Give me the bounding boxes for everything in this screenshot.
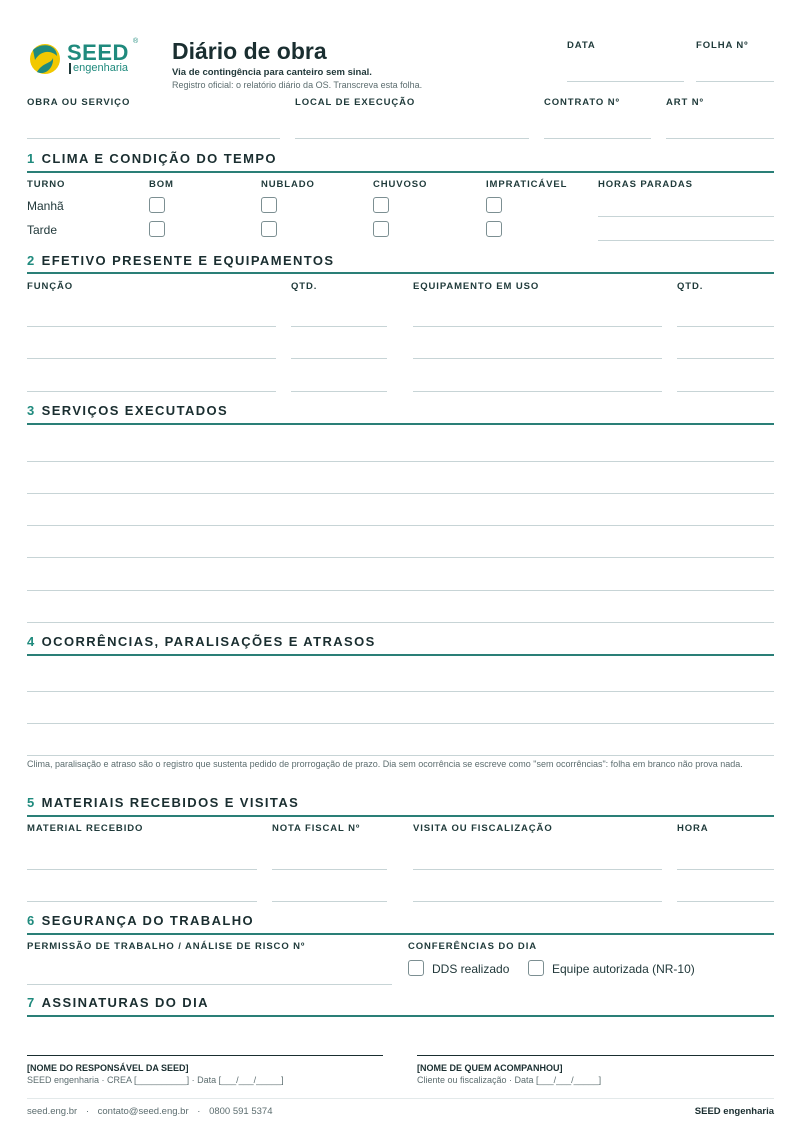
col-bom: BOM: [149, 179, 174, 190]
section-number: 1: [27, 151, 36, 166]
efetivo-row-line[interactable]: [677, 326, 774, 327]
signature-sub-left: SEED engenharia · CREA [__________] · Data [___/___/_____]: [27, 1075, 284, 1085]
turno-tarde: Tarde: [27, 223, 58, 237]
signature-name-left: [NOME DO RESPONSÁVEL DA SEED]: [27, 1063, 189, 1073]
efetivo-row-line[interactable]: [27, 358, 276, 359]
efetivo-row-line[interactable]: [413, 358, 662, 359]
section-label: EFETIVO PRESENTE E EQUIPAMENTOS: [41, 253, 335, 268]
efetivo-row-line[interactable]: [413, 391, 662, 392]
signature-name-right: [NOME DE QUEM ACOMPANHOU]: [417, 1063, 563, 1073]
turno-manha: Manhã: [27, 199, 64, 213]
materiais-row-line[interactable]: [677, 901, 774, 902]
servicos-line[interactable]: [27, 493, 774, 494]
contrato-label: CONTRATO Nº: [544, 97, 620, 108]
checkbox-manha-bom[interactable]: [149, 197, 165, 213]
section-number: 6: [27, 913, 36, 928]
footer-email[interactable]: contato@seed.eng.br: [97, 1106, 189, 1117]
art-label: ART Nº: [666, 97, 704, 108]
data-label: DATA: [567, 40, 596, 51]
section-number: 7: [27, 995, 36, 1010]
checkbox-tarde-chuvoso[interactable]: [373, 221, 389, 237]
section-1-title: [27, 151, 277, 166]
footer-brand: SEED engenharia: [694, 1106, 774, 1117]
efetivo-row-line[interactable]: [677, 358, 774, 359]
checkbox-manha-impraticavel[interactable]: [486, 197, 502, 213]
section-label: ASSINATURAS DO DIA: [41, 995, 209, 1010]
col-turno: TURNO: [27, 179, 66, 190]
efetivo-row-line[interactable]: [291, 358, 387, 359]
footer-sep: ·: [197, 1106, 201, 1117]
logo: [27, 38, 152, 78]
permissao-label: PERMISSÃO DE TRABALHO / ANÁLISE DE RISCO Nº: [27, 941, 306, 952]
col-hora: HORA: [677, 823, 709, 834]
col-nublado: NUBLADO: [261, 179, 315, 190]
conferencias-label: CONFERÊNCIAS DO DIA: [408, 941, 537, 952]
efetivo-row-line[interactable]: [677, 391, 774, 392]
servicos-line[interactable]: [27, 461, 774, 462]
servicos-line[interactable]: [27, 622, 774, 623]
checkbox-dds[interactable]: [408, 960, 424, 976]
obra-field[interactable]: [27, 138, 280, 139]
efetivo-row-line[interactable]: [27, 391, 276, 392]
obra-label: OBRA OU SERVIÇO: [27, 97, 131, 108]
equipe-label: Equipe autorizada (NR-10): [552, 962, 695, 976]
section-3-title: [27, 403, 228, 418]
col-horas-paradas: HORAS PARADAS: [598, 179, 693, 190]
section-rule: [27, 933, 774, 935]
efetivo-row-line[interactable]: [27, 326, 276, 327]
data-field[interactable]: [567, 81, 684, 82]
materiais-row-line[interactable]: [27, 901, 257, 902]
ocorrencias-line[interactable]: [27, 691, 774, 692]
section-label: SERVIÇOS EXECUTADOS: [41, 403, 229, 418]
dds-label: DDS realizado: [432, 962, 510, 976]
col-impraticavel: IMPRATICÁVEL: [486, 179, 568, 190]
ocorrencias-line[interactable]: [27, 755, 774, 756]
footer-site[interactable]: seed.eng.br: [27, 1106, 78, 1117]
section-rule: [27, 272, 774, 274]
materiais-row-line[interactable]: [27, 869, 257, 870]
section-number: 4: [27, 634, 36, 649]
servicos-line[interactable]: [27, 590, 774, 591]
efetivo-row-line[interactable]: [291, 391, 387, 392]
section-7-title: [27, 995, 209, 1010]
section-number: 2: [27, 253, 36, 268]
section-number: 3: [27, 403, 36, 418]
section-rule: [27, 654, 774, 656]
contrato-field[interactable]: [544, 138, 651, 139]
col-chuvoso: CHUVOSO: [373, 179, 428, 190]
ocorrencias-note: Clima, paralisação e atraso são o registro que sustenta pedido de prorrogação de prazo. Dia sem ocorrência se escreve como "sem ocorrências": folha em branco não prova nada.: [27, 759, 743, 769]
folha-label: FOLHA Nº: [696, 40, 749, 51]
section-rule: [27, 815, 774, 817]
col-qtd-1: QTD.: [291, 281, 318, 292]
materiais-row-line[interactable]: [272, 901, 387, 902]
seed-logo-icon: [27, 38, 63, 78]
section-rule: [27, 423, 774, 425]
col-material: MATERIAL RECEBIDO: [27, 823, 144, 834]
section-rule: [27, 1015, 774, 1017]
materiais-row-line[interactable]: [677, 869, 774, 870]
checkbox-manha-nublado[interactable]: [261, 197, 277, 213]
section-number: 5: [27, 795, 36, 810]
checkbox-tarde-bom[interactable]: [149, 221, 165, 237]
signature-sub-right: Cliente ou fiscalização · Data [___/___/_____]: [417, 1075, 602, 1085]
section-label: MATERIAIS RECEBIDOS E VISITAS: [41, 795, 300, 810]
section-rule: [27, 171, 774, 173]
materiais-row-line[interactable]: [413, 869, 662, 870]
section-4-title: [27, 634, 376, 649]
signature-line-right[interactable]: [417, 1055, 774, 1056]
brand-name: SEED: [67, 40, 129, 65]
page-subtitle: Via de contingência para canteiro sem sinal.: [172, 67, 372, 78]
signature-line-left[interactable]: [27, 1055, 383, 1056]
art-field[interactable]: [666, 138, 774, 139]
servicos-line[interactable]: [27, 525, 774, 526]
ocorrencias-line[interactable]: [27, 723, 774, 724]
efetivo-row-line[interactable]: [291, 326, 387, 327]
checkbox-tarde-nublado[interactable]: [261, 221, 277, 237]
checkbox-equipe[interactable]: [528, 960, 544, 976]
materiais-row-line[interactable]: [272, 869, 387, 870]
section-label: CLIMA E CONDIÇÃO DO TEMPO: [41, 151, 277, 166]
page-title: Diário de obra: [172, 38, 327, 64]
local-label: LOCAL DE EXECUÇÃO: [295, 97, 416, 108]
brand-sub: engenharia: [69, 63, 128, 74]
section-6-title: [27, 913, 254, 928]
checkbox-manha-chuvoso[interactable]: [373, 197, 389, 213]
horas-tarde-field[interactable]: [598, 240, 774, 241]
footer-contact: [27, 1106, 272, 1117]
page-note: Registro oficial: o relatório diário da OS. Transcreva esta folha.: [172, 80, 423, 90]
col-equipamento: EQUIPAMENTO EM USO: [413, 281, 540, 292]
section-2-title: [27, 253, 335, 268]
footer-sep: ·: [85, 1106, 89, 1117]
footer-phone: 0800 591 5374: [209, 1106, 273, 1117]
materiais-row-line[interactable]: [413, 901, 662, 902]
servicos-line[interactable]: [27, 557, 774, 558]
footer-rule: [27, 1098, 774, 1099]
section-5-title: [27, 795, 299, 810]
local-field[interactable]: [295, 138, 529, 139]
efetivo-row-line[interactable]: [413, 326, 662, 327]
permissao-field[interactable]: [27, 984, 392, 985]
folha-field[interactable]: [696, 81, 774, 82]
col-visita: VISITA OU FISCALIZAÇÃO: [413, 823, 553, 834]
section-label: SEGURANÇA DO TRABALHO: [41, 913, 254, 928]
section-label: OCORRÊNCIAS, PARALISAÇÕES E ATRASOS: [41, 634, 376, 649]
checkbox-tarde-impraticavel[interactable]: [486, 221, 502, 237]
col-qtd-2: QTD.: [677, 281, 704, 292]
brand-reg: ®: [133, 38, 139, 45]
horas-manha-field[interactable]: [598, 216, 774, 217]
col-nota-fiscal: NOTA FISCAL Nº: [272, 823, 361, 834]
col-funcao: FUNÇÃO: [27, 281, 74, 292]
